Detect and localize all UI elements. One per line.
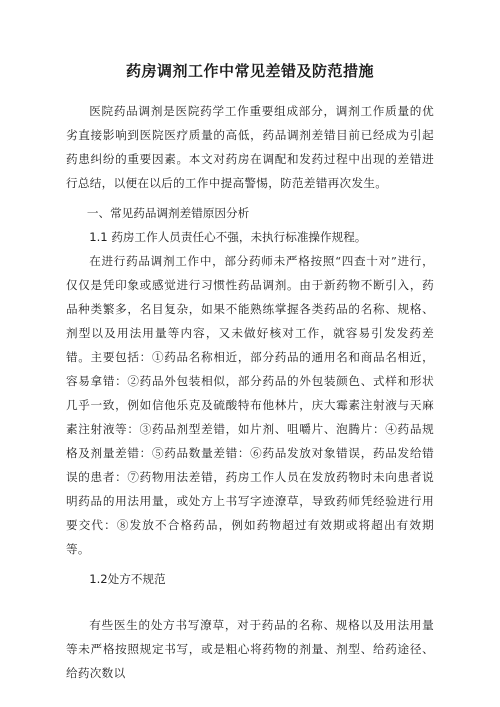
subsection-paragraph-1-2: 有些医生的处方书写潦草，对于药品的名称、规格以及用法用量等未严格按照规定书写，或是粗心将药物的剂量、剂型、给药途径、给药次数以 (66, 618, 434, 680)
section-heading-1: 一、常见药品调剂差错原因分析 (86, 206, 250, 220)
subsection-title: 药房工作人员责任心不强，未执行标准操作规程。 (111, 230, 367, 244)
subsection-number: 1.1 (89, 230, 108, 244)
subsection-paragraph-1-1: 在进行药品调剂工作中，部分药师未严格按照“四查十对”进行，仅仅是凭印象或感觉进行习惯性药品调剂。由于新药物不断引入，药品种类繁多，名目复杂，如果不能熟练掌握各类药品的名称、规格、剂型以及用法用量等内容，又未做好核对工作，就容易引发发药差错。主要包括：①药品名称相近，部分药品的通用名和商品名相近，容易拿错：②药品外包装相似，部分药品的外包装颜色、式样和形状几乎一致，例如信他乐克及硫酸特布他林片，庆大霉素注射液与天麻素注射液等：③药品剂型差错，如片剂、咀嚼片、泡腾片：④药品规格及剂量差错：⑤药品数量差错：⑥药品发放对象错误，药品发给错误的患者：⑦药物用法差错，药房工作人员在发放药物时未向患者说明药品的用法用量，或处方上书写字迹潦草，导致药师凭经验进行用要交代：⑧发放不合格药品，例如药物超过有效期或将超出有效期等。 (66, 254, 434, 556)
intro-paragraph: 医院药品调剂是医院药学工作重要组成部分，调剂工作质量的优劣直接影响到医院医疗质量的高低，药品调剂差错目前已经成为引起药患纠纷的重要因素。本文对药房在调配和发药过程中出现的差错进行总结，以便在以后的工作中提高警惕，防范差错再次发生。 (66, 104, 434, 190)
subsection-heading-1-1 (66, 225, 434, 249)
document-title: 药房调剂工作中常见差错及防范措施 (125, 62, 374, 80)
subsection-heading-1-2: 1.2处方不规范 (89, 572, 166, 586)
